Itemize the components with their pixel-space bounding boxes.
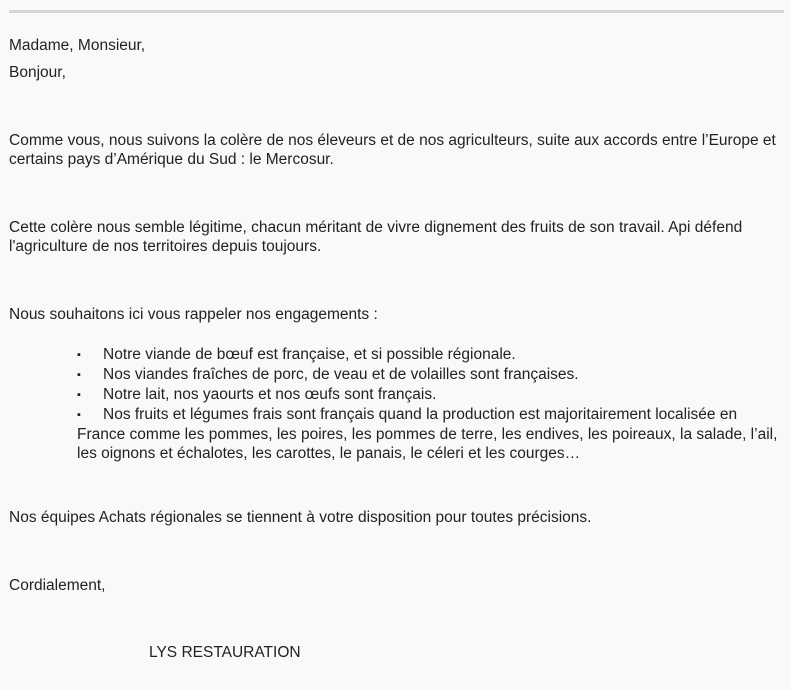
- list-item: [77, 345, 785, 365]
- square-bullet-icon: ▪: [77, 409, 81, 421]
- paragraph-legitimacy: Cette colère nous semble légitime, chacun méritant de vivre dignement des fruits de son travail. Api défend l'agriculture de nos territoires depuis toujours.: [9, 219, 743, 255]
- paragraph-mercosur: Comme vous, nous suivons la colère de nos éleveurs et de nos agriculteurs, suite aux accords entre l’Europe et certains pays d’Amérique du Sud : le Mercosur.: [9, 132, 776, 168]
- engagements-list: [77, 345, 785, 463]
- salutation: Madame, Monsieur,: [9, 37, 146, 54]
- list-item-text: Notre lait, nos yaourts et nos œufs sont français.: [103, 386, 437, 403]
- list-item-text: Nos fruits et légumes frais sont français quand la production est majoritairement localisée en France comme les pommes, les poires, les pommes de terre, les endives, les poireaux, la salade, l’ail, les oignons et échalotes, les carottes, le panais, le céleri et les courges…: [77, 406, 778, 462]
- greeting: Bonjour,: [9, 64, 66, 81]
- square-bullet-icon: ▪: [77, 349, 81, 361]
- list-item: [77, 405, 785, 463]
- closing-info: Nos équipes Achats régionales se tiennent à votre disposition pour toutes précisions.: [9, 509, 592, 526]
- square-bullet-icon: ▪: [77, 389, 81, 401]
- engagements-intro: Nous souhaitons ici vous rappeler nos engagements :: [9, 306, 378, 323]
- header-divider: [9, 10, 784, 13]
- square-bullet-icon: ▪: [77, 369, 81, 381]
- signature: LYS RESTAURATION: [149, 644, 301, 661]
- sign-off: Cordialement,: [9, 577, 106, 594]
- list-item-text: Nos viandes fraîches de porc, de veau et de volailles sont françaises.: [103, 366, 579, 383]
- list-item: [77, 365, 785, 385]
- list-item: [77, 385, 785, 405]
- list-item-text: Notre viande de bœuf est française, et si possible régionale.: [103, 346, 516, 363]
